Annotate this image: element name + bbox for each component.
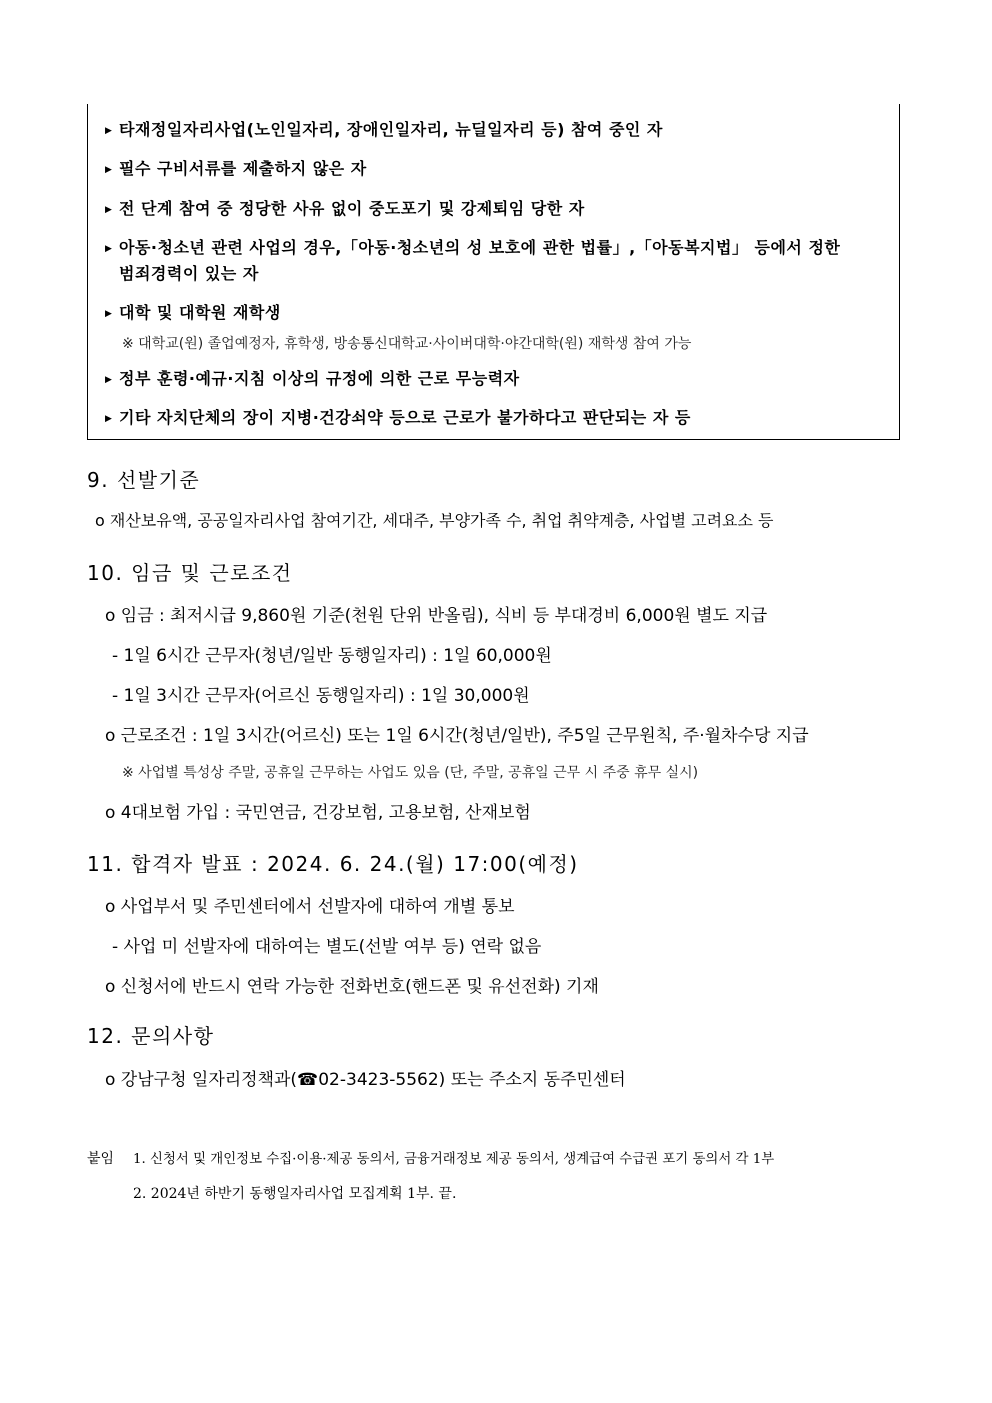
box-item: ▶ 대학 및 대학원 재학생	[105, 300, 281, 327]
s10-wage-3h: - 1일 3시간 근무자(어르신 동행일자리) : 1일 30,000원	[112, 686, 530, 706]
bullet-triangle-icon: ▶	[105, 244, 113, 254]
s9-line: o 재산보유액, 공공일자리사업 참여기간, 세대주, 부양가족 수, 취업 취약계층, 사업별 고려요소 등	[95, 511, 774, 530]
box-item: ▶ 필수 구비서류를 제출하지 않은 자	[105, 156, 367, 183]
s12-line: o 강남구청 일자리정책과(☎02-3423-5562) 또는 주소지 동주민센터	[105, 1070, 626, 1090]
box-item: ▶ 기타 자치단체의 장이 지병·건강쇠약 등으로 근로가 불가하다고 판단되는 자 등	[105, 405, 691, 432]
bullet-triangle-icon: ▶	[105, 205, 113, 215]
s10-insurance: o 4대보험 가입 : 국민연금, 건강보험, 고용보험, 산재보험	[105, 803, 531, 823]
bullet-triangle-icon: ▶	[105, 126, 113, 136]
box-item: ▶ 전 단계 참여 중 정당한 사유 없이 중도포기 및 강제퇴임 당한 자	[105, 196, 585, 223]
bullet-triangle-icon: ▶	[105, 375, 113, 385]
box-item: ▶ 정부 훈령·예규·지침 이상의 규정에 의한 근로 무능력자	[105, 366, 520, 393]
attachment-line: 1. 신청서 및 개인정보 수집·이용·제공 동의서, 금융거래정보 제공 동의서, 생계급여 수급권 포기 동의서 각 1부	[133, 1152, 775, 1167]
bullet-triangle-icon: ▶	[105, 309, 113, 319]
s10-conditions: o 근로조건 : 1일 3시간(어르신) 또는 1일 6시간(청년/일반), 주5일 근무원칙, 주·월차수당 지급	[105, 726, 809, 746]
box-item-continuation: 범죄경력이 있는 자	[119, 264, 259, 283]
s11-line: - 사업 미 선발자에 대하여는 별도(선발 여부 등) 연락 없음	[112, 937, 542, 957]
section-12-title: 12. 문의사항	[87, 1024, 215, 1048]
s11-line: o 신청서에 반드시 연락 가능한 전화번호(핸드폰 및 유선전화) 기재	[105, 977, 599, 997]
s10-wage-6h: - 1일 6시간 근무자(청년/일반 동행일자리) : 1일 60,000원	[112, 646, 552, 666]
s11-line: o 사업부서 및 주민센터에서 선발자에 대하여 개별 통보	[105, 897, 515, 917]
disqualification-box	[87, 104, 900, 440]
section-10-title: 10. 임금 및 근로조건	[87, 561, 293, 585]
section-9-title: 9. 선발기준	[87, 468, 201, 492]
attachment-label: 붙임	[87, 1151, 115, 1167]
bullet-triangle-icon: ▶	[105, 165, 113, 175]
s10-wage: o 임금 : 최저시급 9,860원 기준(천원 단위 반올림), 식비 등 부대경비 6,000원 별도 지급	[105, 606, 768, 626]
box-note: ※ 대학교(원) 졸업예정자, 휴학생, 방송통신대학교·사이버대학·야간대학(원) 재학생 참여 가능	[122, 336, 692, 352]
s10-note: ※ 사업별 특성상 주말, 공휴일 근무하는 사업도 있음 (단, 주말, 공휴일 근무 시 주중 휴무 실시)	[122, 765, 699, 781]
attachment-line: 2. 2024년 하반기 동행일자리사업 모집계획 1부. 끝.	[133, 1186, 457, 1202]
bullet-triangle-icon: ▶	[105, 414, 113, 424]
section-11-title: 11. 합격자 발표 : 2024. 6. 24.(월) 17:00(예정)	[87, 852, 579, 876]
box-item: ▶ 타재정일자리사업(노인일자리, 장애인일자리, 뉴딜일자리 등) 참여 중인 자	[105, 117, 663, 144]
box-item: ▶ 아동·청소년 관련 사업의 경우,「아동·청소년의 성 보호에 관한 법률」,「아동복지법」 등에서 정한	[105, 235, 840, 262]
